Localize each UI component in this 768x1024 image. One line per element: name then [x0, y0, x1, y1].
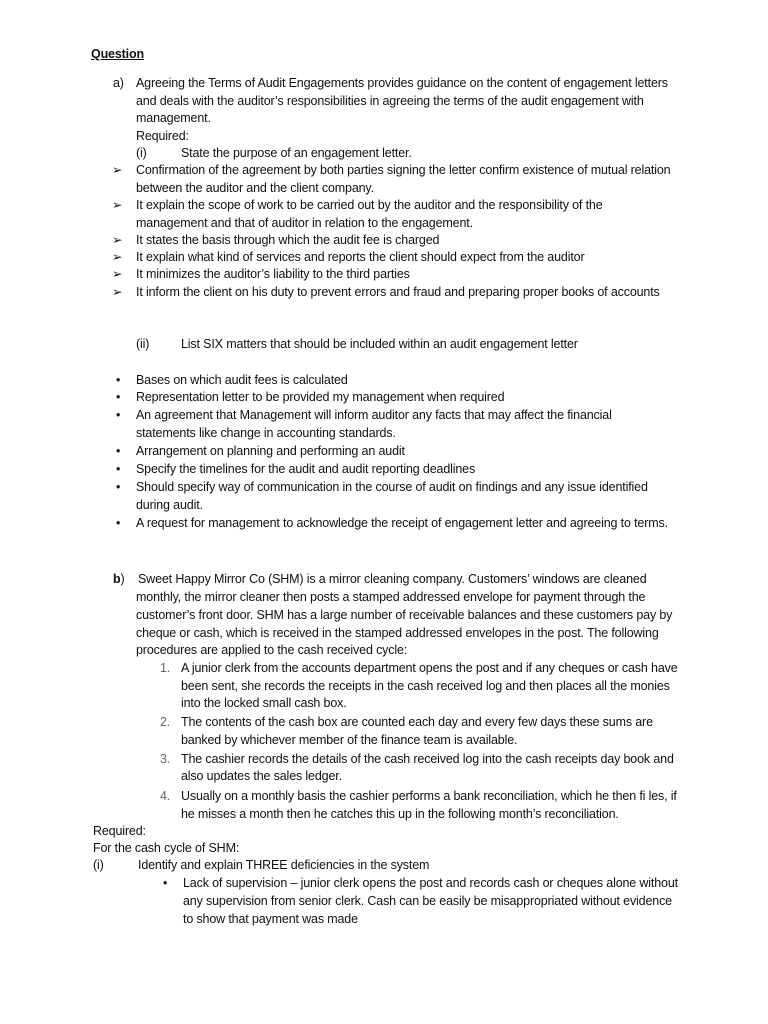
part-b-letter: b — [113, 572, 121, 586]
procedure-line: been sent, she records the receipts in the cash received log and then places all the monies — [181, 679, 670, 693]
procedure-line: also updates the sales ledger. — [181, 769, 342, 783]
answer-line: It states the basis through which the audit fee is charged — [136, 233, 440, 247]
answer-line: Bases on which audit fees is calculated — [136, 373, 348, 387]
procedure-line: The contents of the cash box are counted each day and every few days these sums are — [181, 715, 653, 729]
question-number: (i) — [93, 858, 104, 872]
answer-line: It inform the client on his duty to prevent errors and fraud and preparing proper books of accounts — [136, 285, 660, 299]
part-b-paren: ) — [120, 572, 125, 586]
bullet-icon: • — [116, 390, 121, 404]
answer-line: Representation letter to be provided my management when required — [136, 390, 505, 404]
answer-line: It minimizes the auditor’s liability to the third parties — [136, 267, 410, 281]
question-text: State the purpose of an engagement letter. — [181, 146, 412, 160]
answer-line: between the auditor and the client company. — [136, 181, 374, 195]
answer-line: statements like change in accounting standards. — [136, 426, 396, 440]
answer-line: to show that payment was made — [183, 912, 358, 926]
procedure-number: 1. — [160, 661, 171, 675]
procedure-line: A junior clerk from the accounts department opens the post and if any cheques or cash have — [181, 661, 678, 675]
procedure-line: into the locked small cash box. — [181, 696, 347, 710]
bullet-icon: • — [116, 373, 121, 387]
answer-line: Confirmation of the agreement by both parties signing the letter confirm existence of mutual relation — [136, 163, 671, 177]
part-a-intro-line: and deals with the auditor’s responsibilities in agreeing the terms of the audit engagement with — [136, 94, 644, 108]
part-a-intro-line: Agreeing the Terms of Audit Engagements provides guidance on the content of engagement letters — [136, 76, 668, 90]
arrow-bullet-icon: ➢ — [112, 250, 123, 264]
procedure-line: Usually on a monthly basis the cashier performs a bank reconciliation, which he then fi les, if — [181, 789, 677, 803]
procedure-line: The cashier records the details of the cash received log into the cash receipts day book and — [181, 752, 674, 766]
answer-line: during audit. — [136, 498, 203, 512]
answer-line: Specify the timelines for the audit and audit reporting deadlines — [136, 462, 476, 476]
question-text: List SIX matters that should be included within an audit engagement letter — [181, 337, 578, 351]
bullet-icon: • — [116, 480, 121, 494]
arrow-bullet-icon: ➢ — [112, 163, 123, 177]
required-label: Required: — [93, 824, 146, 838]
part-b-marker — [113, 571, 125, 588]
arrow-bullet-icon: ➢ — [112, 233, 123, 247]
procedure-line: he misses a month then he catches this up in the following month’s reconciliation. — [181, 807, 619, 821]
answer-line: Should specify way of communication in the course of audit on findings and any issue identified — [136, 480, 648, 494]
required-label: Required: — [136, 129, 189, 143]
part-b-intro-line: monthly, the mirror cleaner then posts a stamped addressed envelope for payment through the — [136, 590, 646, 604]
answer-line: It explain what kind of services and reports the client should expect from the auditor — [136, 250, 585, 264]
answer-line: management and that of auditor in relation to the engagement. — [136, 216, 473, 230]
for-label: For the cash cycle of SHM: — [93, 841, 240, 855]
procedure-number: 2. — [160, 715, 171, 729]
part-b-intro-line: customer’s front door. SHM has a large number of receivable balances and these customers pay by — [136, 608, 673, 622]
procedure-number: 3. — [160, 752, 171, 766]
question-heading: Question — [91, 47, 144, 61]
bullet-icon: • — [116, 516, 121, 530]
answer-line: Arrangement on planning and performing an audit — [136, 444, 405, 458]
answer-line: Lack of supervision – junior clerk opens the post and records cash or cheques alone without — [183, 876, 678, 890]
bullet-icon: • — [163, 876, 168, 890]
question-text: Identify and explain THREE deficiencies in the system — [138, 858, 430, 872]
answer-line: It explain the scope of work to be carried out by the auditor and the responsibility of the — [136, 198, 603, 212]
question-number: (i) — [136, 146, 147, 160]
part-b-intro-line: procedures are applied to the cash received cycle: — [136, 643, 408, 657]
bullet-icon: • — [116, 444, 121, 458]
part-b-intro-line: Sweet Happy Mirror Co (SHM) is a mirror cleaning company. Customers’ windows are cleaned — [138, 572, 647, 586]
question-number: (ii) — [136, 337, 150, 351]
procedure-line: banked by whichever member of the finance team is available. — [181, 733, 518, 747]
part-b-intro-line: cheque or cash, which is received in the stamped addressed envelopes in the post. The following — [136, 626, 659, 640]
arrow-bullet-icon: ➢ — [112, 285, 123, 299]
answer-line: any supervision from senior clerk. Cash can be easily be misappropriated without evidence — [183, 894, 672, 908]
arrow-bullet-icon: ➢ — [112, 198, 123, 212]
answer-line: A request for management to acknowledge the receipt of engagement letter and agreeing to terms. — [136, 516, 668, 530]
procedure-number: 4. — [160, 789, 171, 803]
bullet-icon: • — [116, 462, 121, 476]
arrow-bullet-icon: ➢ — [112, 267, 123, 281]
part-a-marker: a) — [113, 76, 124, 90]
answer-line: An agreement that Management will inform auditor any facts that may affect the financial — [136, 408, 612, 422]
bullet-icon: • — [116, 408, 121, 422]
part-a-intro-line: management. — [136, 111, 211, 125]
